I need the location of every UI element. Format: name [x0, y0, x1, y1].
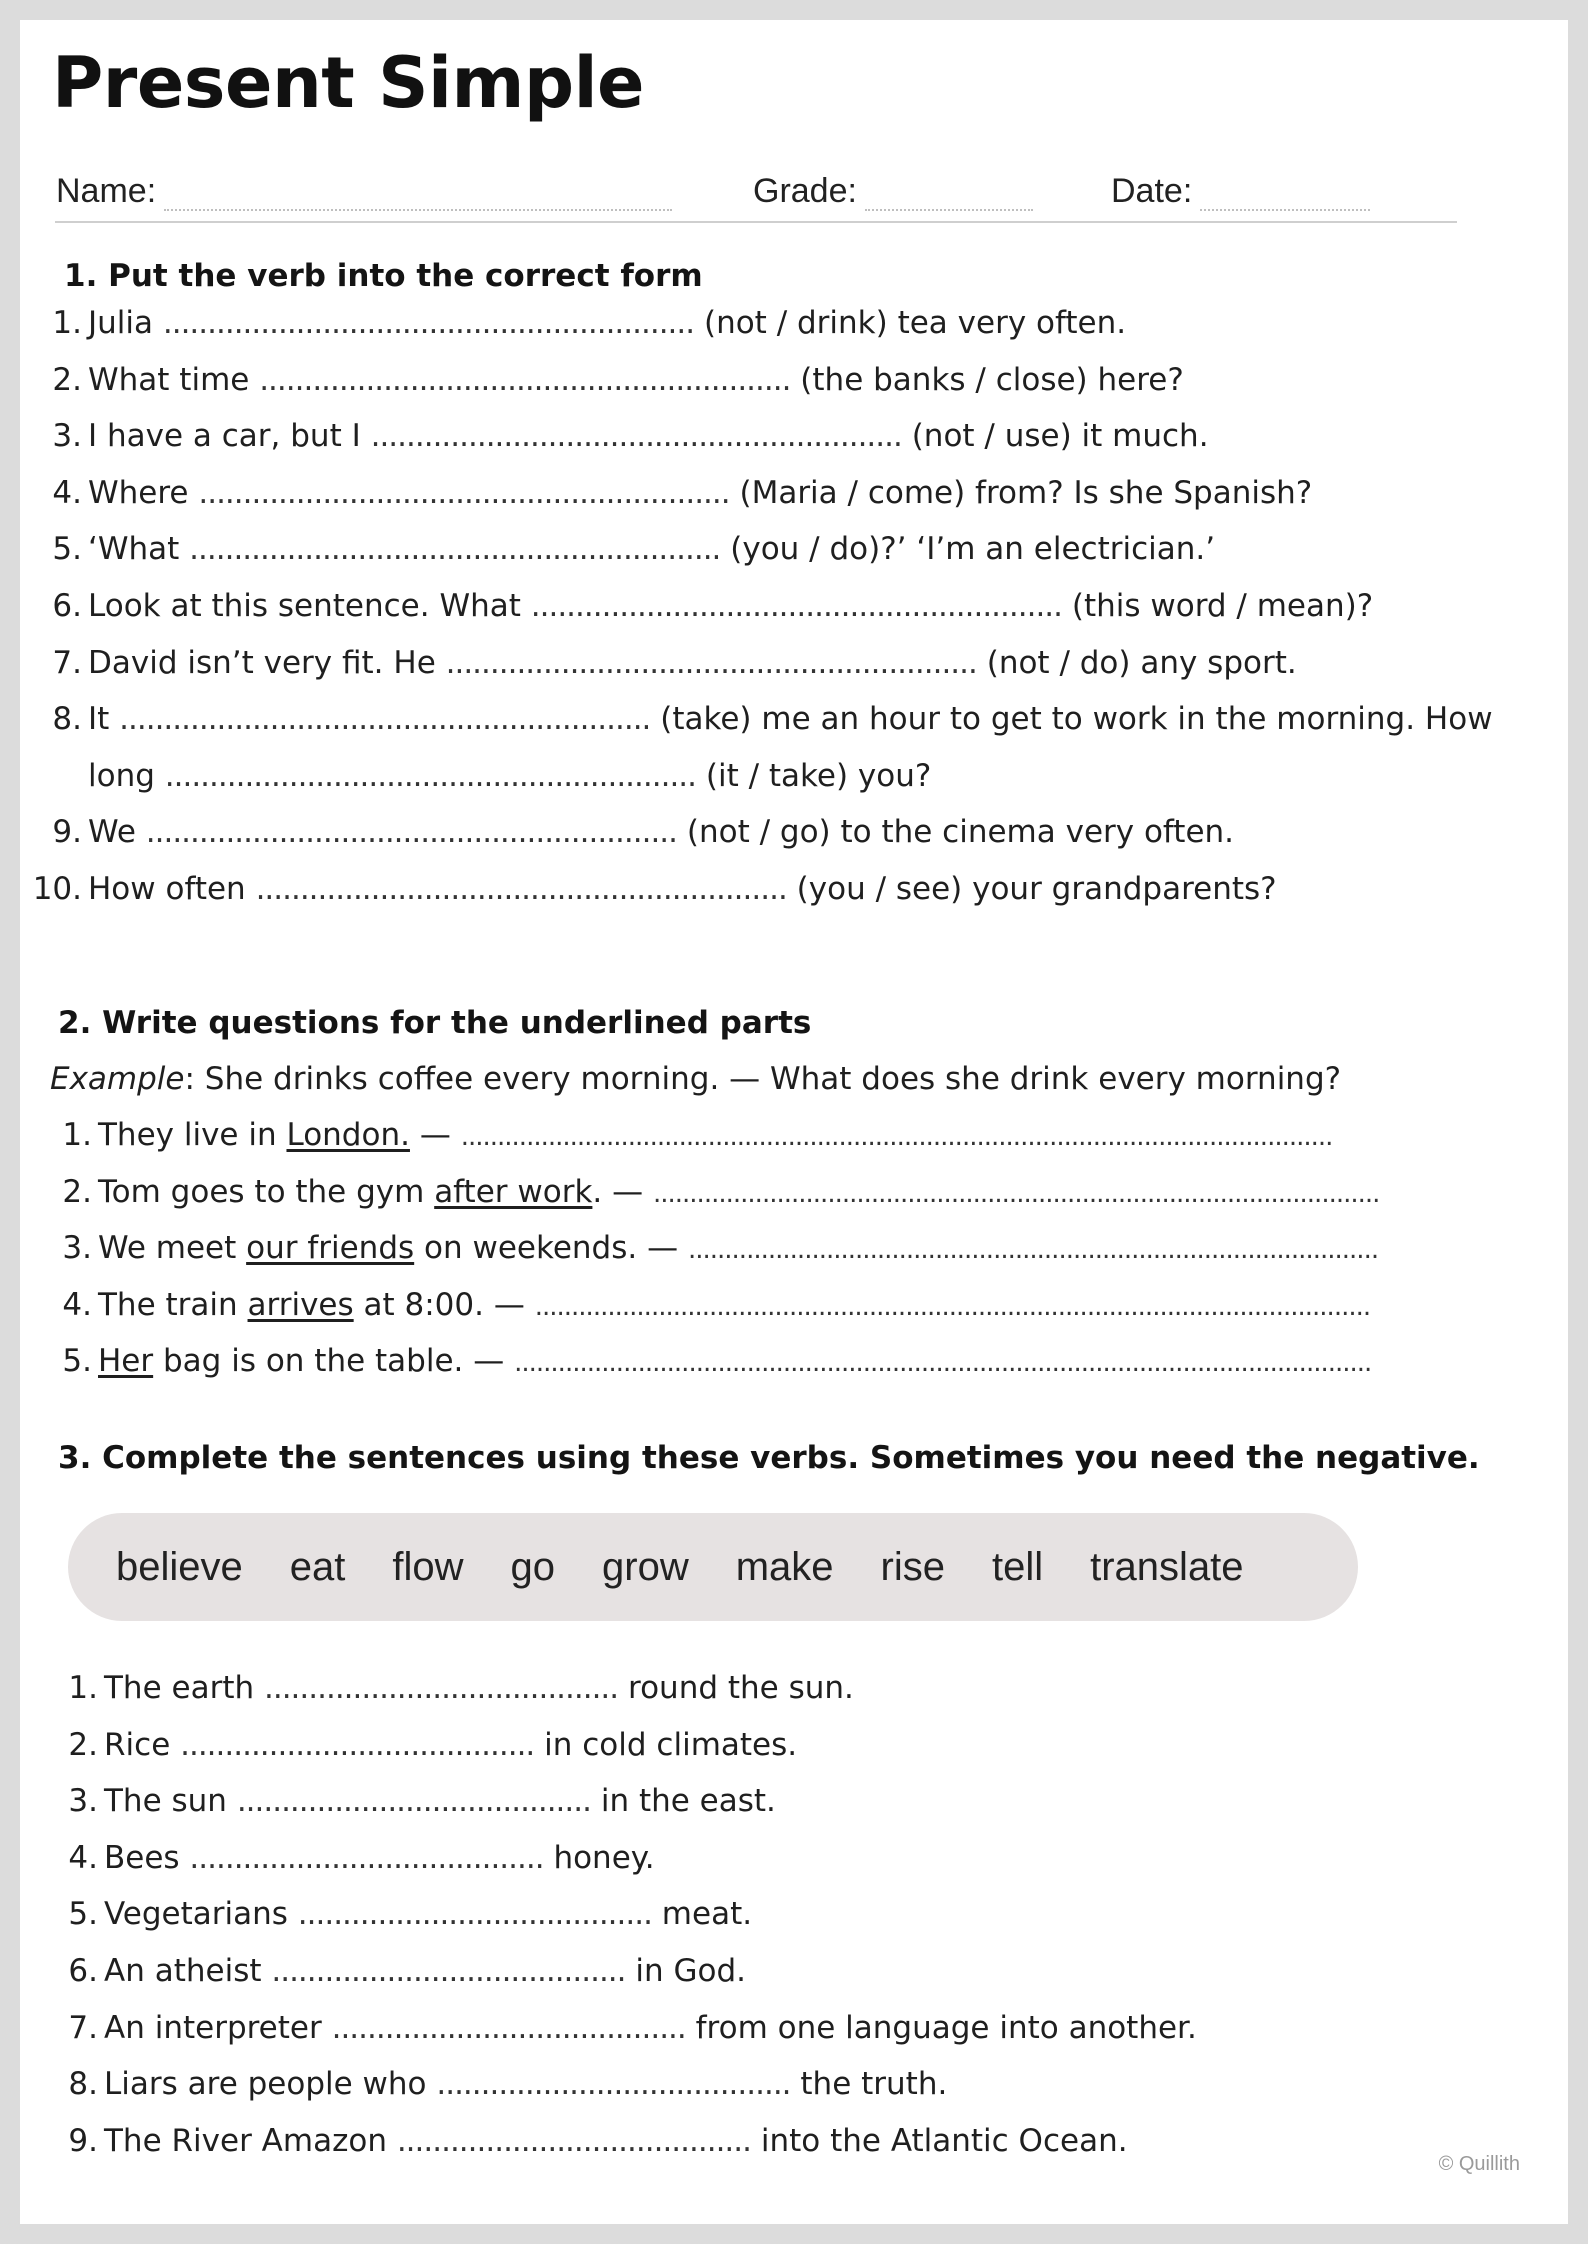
- item-text: honey.: [543, 1839, 655, 1876]
- answer-blank[interactable]: ............................................................: [119, 701, 651, 738]
- item-prompt: An interpreter: [104, 2009, 332, 2046]
- question-row: [50, 1115, 1332, 1157]
- answer-line[interactable]: ...............................................................................................: [687, 1235, 1379, 1266]
- item-number: 2.: [62, 1173, 92, 1210]
- item-number: 2.: [68, 1726, 98, 1763]
- item-text: They live in: [98, 1117, 287, 1153]
- section3-title: 3. Complete the sentences using these verbs. Sometimes you need the negative.: [58, 1440, 1480, 1476]
- answer-blank[interactable]: ........................................: [271, 1953, 626, 1989]
- verb-chip: translate: [1090, 1544, 1244, 1589]
- item-number: 5.: [62, 1343, 92, 1380]
- item-number: 2.: [52, 361, 82, 398]
- answer-blank[interactable]: ............................................................: [445, 644, 977, 681]
- header-divider: [55, 221, 1457, 223]
- exercise-row: [40, 756, 931, 796]
- answer-line[interactable]: ....................................................................................................: [652, 1178, 1380, 1209]
- exercise-row: [40, 643, 1297, 683]
- underlined-part: arrives: [247, 1286, 354, 1323]
- item-prompt: It: [88, 701, 120, 738]
- date-field: [1111, 172, 1370, 211]
- item-number: 1.: [62, 1117, 92, 1153]
- section1-title: 1. Put the verb into the correct form: [64, 258, 703, 294]
- grade-field: [753, 172, 1033, 211]
- item-number: 9.: [68, 2122, 98, 2159]
- exercise-row: [40, 812, 1234, 852]
- exercise-row: [40, 416, 1209, 456]
- item-number: 4.: [68, 1839, 98, 1876]
- date-input-line[interactable]: [1200, 175, 1370, 211]
- item-prompt: Bees: [104, 1839, 190, 1876]
- item-text: into the Atlantic Ocean.: [751, 2122, 1128, 2159]
- verb-chip: tell: [991, 1544, 1044, 1589]
- item-number: 7.: [68, 2009, 98, 2046]
- answer-blank[interactable]: ........................................: [263, 1670, 619, 1706]
- verb-chip: rise: [880, 1544, 945, 1589]
- item-prompt: long: [88, 757, 165, 794]
- verb-chip: eat: [289, 1544, 346, 1589]
- name-field: [56, 172, 672, 211]
- verb-bank: [68, 1513, 1358, 1621]
- verb-chip: make: [735, 1544, 834, 1589]
- exercise-row: [30, 869, 1277, 909]
- answer-blank[interactable]: ........................................: [297, 1896, 652, 1933]
- item-text: in cold climates.: [534, 1726, 798, 1763]
- answer-line[interactable]: ...................................................................................................................: [534, 1291, 1371, 1322]
- item-number: 3.: [68, 1783, 98, 1820]
- item-prompt: I have a car, but I: [88, 418, 371, 455]
- item-hint: (this word / mean)?: [1062, 588, 1374, 624]
- item-hint: (not / use) it much.: [901, 418, 1209, 455]
- item-hint: (not / go) to the cinema very often.: [677, 814, 1235, 851]
- answer-blank[interactable]: ............................................................: [198, 474, 730, 511]
- answer-line[interactable]: ........................................................................................................................: [460, 1122, 1333, 1152]
- item-number: 1.: [52, 305, 82, 341]
- item-text: bag is on the table. —: [153, 1343, 515, 1380]
- sentence-row: [56, 1951, 746, 1991]
- item-number: 9.: [52, 814, 82, 851]
- item-hint: (you / do)?’ ‘I’m an electrician.’: [720, 531, 1216, 568]
- sentence-row: [56, 1781, 776, 1821]
- item-number: 10.: [32, 871, 82, 907]
- item-prompt: The sun: [104, 1783, 237, 1820]
- exercise-row: [40, 699, 1493, 739]
- item-number: 5.: [68, 1896, 98, 1933]
- item-prompt: Julia: [88, 305, 163, 341]
- exercise-row: [40, 529, 1215, 569]
- sentence-row: [56, 2064, 947, 2104]
- answer-blank[interactable]: ........................................: [396, 2122, 751, 2159]
- item-number: 6.: [68, 1953, 98, 1989]
- question-row: [50, 1285, 1370, 1327]
- item-prompt: Where: [88, 474, 199, 511]
- item-prompt: What time: [88, 361, 260, 398]
- item-prompt: The earth: [104, 1670, 264, 1706]
- answer-blank[interactable]: ........................................: [436, 2066, 791, 2103]
- item-text: in the east.: [590, 1783, 776, 1820]
- item-number: 3.: [52, 418, 82, 455]
- item-number: 4.: [52, 474, 82, 511]
- item-prompt: We: [88, 814, 146, 851]
- item-number: 8.: [68, 2066, 98, 2103]
- item-prompt: ‘What: [88, 531, 190, 568]
- item-text: from one language into another.: [685, 2009, 1197, 2046]
- question-row: [50, 1341, 1371, 1383]
- answer-blank[interactable]: ............................................................: [164, 757, 697, 794]
- exercise-row: [40, 473, 1312, 513]
- item-text: on weekends. —: [414, 1230, 688, 1267]
- underlined-part: London.: [286, 1117, 410, 1153]
- sentence-row: [56, 2121, 1128, 2161]
- answer-blank[interactable]: ........................................: [236, 1783, 591, 1820]
- item-prompt: Rice: [104, 1726, 181, 1763]
- verb-chip: grow: [602, 1544, 689, 1589]
- date-label: Date:: [1111, 172, 1193, 210]
- item-hint: (not / do) any sport.: [976, 644, 1297, 681]
- answer-blank[interactable]: ........................................: [180, 1726, 535, 1763]
- item-text: round the sun.: [618, 1670, 854, 1706]
- item-hint: (Maria / come) from? Is she Spanish?: [729, 474, 1313, 511]
- item-number: 4.: [62, 1286, 92, 1323]
- underlined-part: after work: [434, 1173, 593, 1210]
- answer-blank[interactable]: ............................................................: [370, 418, 902, 455]
- item-text: at 8:00. —: [353, 1286, 535, 1323]
- answer-blank[interactable]: ............................................................: [530, 588, 1063, 624]
- item-hint: (the banks / close) here?: [790, 361, 1184, 398]
- item-hint: (you / see) your grandparents?: [786, 871, 1277, 907]
- section2-title: 2. Write questions for the underlined parts: [58, 1005, 812, 1041]
- underlined-part: Her: [98, 1343, 154, 1380]
- item-number: 7.: [52, 644, 82, 681]
- grade-label: Grade:: [753, 172, 857, 210]
- copyright: © Quillith: [1438, 2153, 1520, 2175]
- item-prompt: An atheist: [104, 1953, 272, 1989]
- section2-example: [50, 1059, 1341, 1099]
- answer-line[interactable]: ......................................................................................................................: [514, 1348, 1372, 1379]
- item-prompt: How often: [88, 871, 256, 907]
- item-text: —: [409, 1117, 461, 1153]
- item-prompt: The River Amazon: [104, 2122, 397, 2159]
- worksheet-page: [20, 20, 1568, 2224]
- answer-blank[interactable]: ............................................................: [189, 531, 721, 568]
- verb-chip: believe: [116, 1544, 243, 1589]
- sentence-row: [56, 2008, 1197, 2048]
- item-text: We meet: [98, 1230, 247, 1267]
- item-text: The train: [98, 1286, 248, 1323]
- item-text: the truth.: [790, 2066, 948, 2103]
- page-title: Present Simple: [52, 42, 645, 124]
- example-label: Example: [50, 1061, 185, 1097]
- item-number: 8.: [52, 701, 82, 738]
- item-hint: (take) me an hour to get to work in the morning. How: [650, 701, 1493, 738]
- verb-chip: go: [510, 1544, 556, 1589]
- sentence-row: [56, 1894, 752, 1934]
- exercise-row: [40, 586, 1373, 626]
- answer-blank[interactable]: ............................................................: [255, 871, 787, 907]
- sentence-row: [56, 1668, 854, 1708]
- item-prompt: Look at this sentence. What: [88, 588, 531, 624]
- answer-blank[interactable]: ............................................................: [162, 305, 695, 341]
- item-number: 5.: [52, 531, 82, 568]
- name-input-line[interactable]: [164, 175, 672, 211]
- exercise-row: [40, 303, 1126, 343]
- sentence-row: [56, 1725, 797, 1765]
- question-row: [50, 1228, 1378, 1270]
- verb-chip: flow: [392, 1544, 464, 1589]
- question-row: [50, 1172, 1379, 1214]
- underlined-part: our friends: [246, 1230, 415, 1267]
- answer-blank[interactable]: ............................................................: [259, 361, 791, 398]
- answer-blank[interactable]: ............................................................: [145, 814, 678, 851]
- item-text: . —: [592, 1173, 653, 1210]
- item-number: 6.: [52, 588, 82, 624]
- item-text: meat.: [651, 1896, 753, 1933]
- grade-input-line[interactable]: [865, 175, 1033, 211]
- item-prompt: Liars are people who: [104, 2066, 437, 2103]
- item-prompt: David isn’t very fit. He: [88, 644, 446, 681]
- exercise-row: [40, 360, 1184, 400]
- answer-blank[interactable]: ........................................: [331, 2009, 686, 2046]
- item-number: 3.: [62, 1230, 92, 1267]
- item-hint: (it / take) you?: [696, 757, 932, 794]
- item-text: in God.: [625, 1953, 747, 1989]
- sentence-row: [56, 1838, 655, 1878]
- item-number: 1.: [68, 1670, 98, 1706]
- item-hint: (not / drink) tea very often.: [694, 305, 1127, 341]
- name-label: Name:: [56, 172, 157, 210]
- item-text: Tom goes to the gym: [98, 1173, 435, 1210]
- item-prompt: Vegetarians: [104, 1896, 298, 1933]
- example-text: : She drinks coffee every morning. — What does she drink every morning?: [184, 1061, 1342, 1097]
- answer-blank[interactable]: ........................................: [189, 1839, 544, 1876]
